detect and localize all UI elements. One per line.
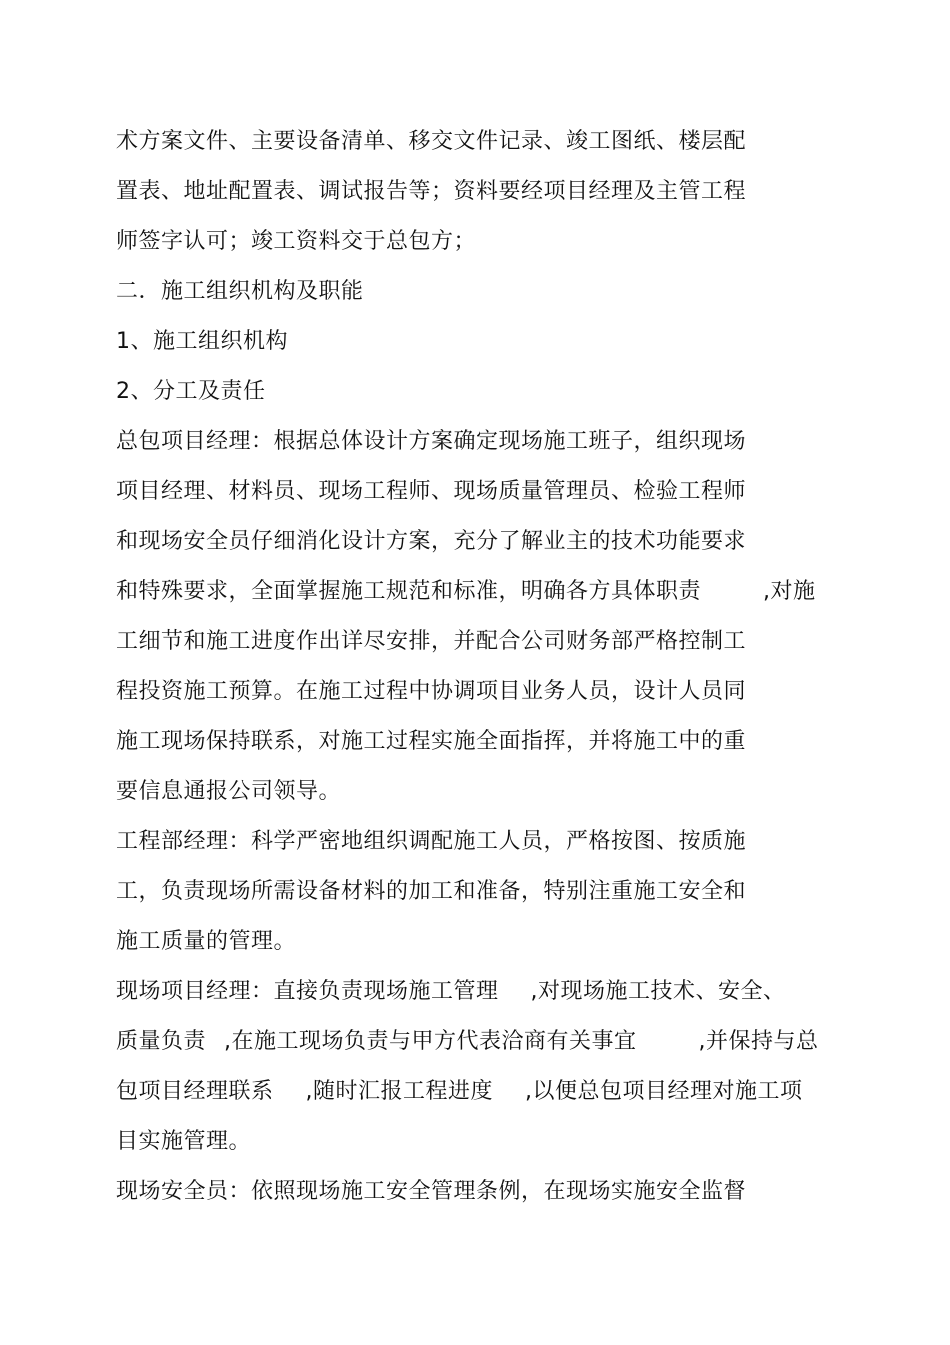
text-line: 师签字认可；竣工资料交于总包方；: [116, 229, 477, 254]
text-line: 工，负责现场所需设备材料的加工和准备，特别注重施工安全和: [116, 879, 747, 904]
text-segment: ,在施工现场负责与甲方代表洽商有关事宜: [224, 1029, 637, 1054]
text-line: 施工现场保持联系，对施工过程实施全面指挥，并将施工中的重: [116, 729, 747, 754]
text-line: 项目经理、材料员、现场工程师、现场质量管理员、检验工程师: [116, 479, 747, 504]
text-segment: 质量负责: [116, 1029, 207, 1054]
text-segment: ,并保持与总: [698, 1029, 819, 1054]
text-line: 要信息通报公司领导。: [116, 779, 342, 804]
text-line: 工细节和施工进度作出详尽安排，并配合公司财务部严格控制工: [116, 629, 747, 654]
text-line: 程投资施工预算。在施工过程中协调项目业务人员，设计人员同: [116, 679, 747, 704]
text-line: 术方案文件、主要设备清单、移交文件记录、竣工图纸、楼层配: [116, 129, 747, 154]
text-line: [116, 1022, 819, 1062]
text-line: 目实施管理。: [116, 1129, 252, 1154]
text-line: [116, 572, 816, 612]
text-line: [116, 1072, 803, 1112]
text-segment: 现场项目经理：直接负责现场施工管理: [116, 979, 499, 1004]
text-line: 总包项目经理：根据总体设计方案确定现场施工班子，组织现场: [116, 429, 747, 454]
text-segment: ,对现场施工技术、安全、: [530, 979, 786, 1004]
text-segment: ,对施: [763, 579, 816, 604]
text-segment: 和特殊要求，全面掌握施工规范和标准，明确各方具体职责: [116, 579, 702, 604]
text-line: 现场安全员：依照现场施工安全管理条例，在现场实施安全监督: [116, 1179, 747, 1204]
text-line: 工程部经理：科学严密地组织调配施工人员，严格按图、按质施: [116, 829, 747, 854]
text-line: [116, 972, 786, 1012]
text-segment: 包项目经理联系: [116, 1079, 274, 1104]
text-line: 和现场安全员仔细消化设计方案，充分了解业主的技术功能要求: [116, 529, 747, 554]
subsection-heading: 1、施工组织机构: [116, 329, 288, 354]
subsection-heading: 2、分工及责任: [116, 379, 266, 404]
text-line: 施工质量的管理。: [116, 929, 297, 954]
text-segment: ,以便总包项目经理对施工项: [525, 1079, 803, 1104]
text-segment: ,随时汇报工程进度: [305, 1079, 494, 1104]
text-line: 置表、地址配置表、调试报告等；资料要经项目经理及主管工程: [116, 179, 747, 204]
section-heading: 二．施工组织机构及职能: [116, 279, 364, 304]
